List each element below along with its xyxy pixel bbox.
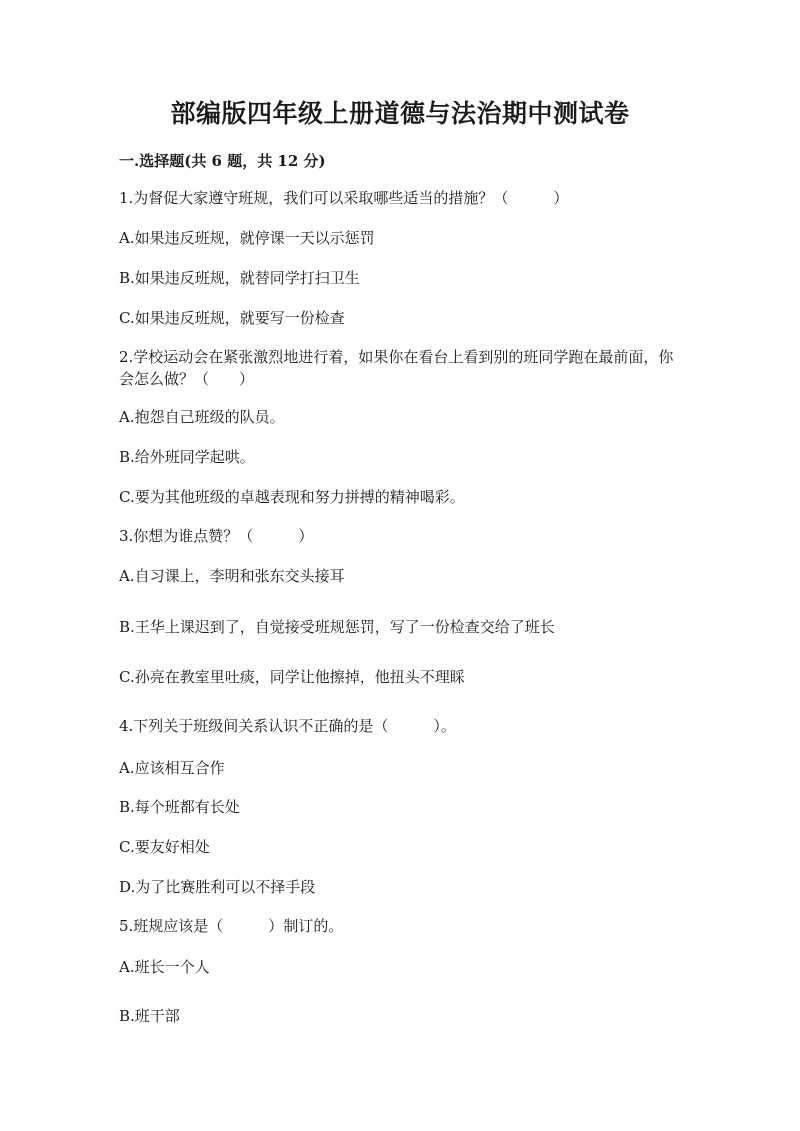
question-4-option-d: D.为了比赛胜利可以不择手段 bbox=[119, 878, 316, 896]
question-3-option-c: C.孙亮在教室里吐痰，同学让他擦掉，他扭头不理睬 bbox=[119, 668, 465, 686]
section-heading: 一.选择题(共 6 题，共 12 分) bbox=[119, 152, 326, 170]
question-1-option-c: C.如果违反班规，就要写一份检查 bbox=[119, 309, 345, 327]
question-1-option-b: B.如果违反班规，就替同学打扫卫生 bbox=[119, 269, 360, 287]
page-title: 部编版四年级上册道德与法治期中测试卷 bbox=[170, 99, 630, 128]
question-1-option-a: A.如果违反班规，就停课一天以示惩罚 bbox=[119, 229, 375, 247]
question-1-stem: 1.为督促大家遵守班规，我们可以采取哪些适当的措施？（ ） bbox=[119, 189, 569, 207]
question-5-stem: 5.班规应该是（ ）制订的。 bbox=[119, 917, 344, 935]
question-4-option-b: B.每个班都有长处 bbox=[119, 798, 240, 816]
question-2-option-a: A.抱怨自己班级的队员。 bbox=[119, 408, 285, 426]
question-2-stem: 2.学校运动会在紧张激烈地进行着，如果你在看台上看到别的班同学跑在最前面，你会怎么做？（ ） bbox=[119, 348, 674, 388]
question-2-option-c: C.要为其他班级的卓越表现和努力拼搏的精神喝彩。 bbox=[119, 488, 465, 506]
question-3-option-a: A.自习课上，李明和张东交头接耳 bbox=[119, 567, 345, 585]
question-4-option-a: A.应该相互合作 bbox=[119, 759, 225, 777]
question-3-option-b: B.王华上课迟到了，自觉接受班规惩罚，写了一份检查交给了班长 bbox=[119, 618, 555, 636]
question-5-option-b: B.班干部 bbox=[119, 1007, 180, 1025]
question-4-option-c: C.要友好相处 bbox=[119, 838, 210, 856]
question-4-stem: 4.下列关于班级间关系认识不正确的是（ ）。 bbox=[119, 717, 456, 735]
question-3-stem: 3.你想为谁点赞？（ ） bbox=[119, 527, 314, 545]
question-2-option-b: B.给外班同学起哄。 bbox=[119, 448, 255, 466]
question-5-option-a: A.班长一个人 bbox=[119, 958, 210, 976]
